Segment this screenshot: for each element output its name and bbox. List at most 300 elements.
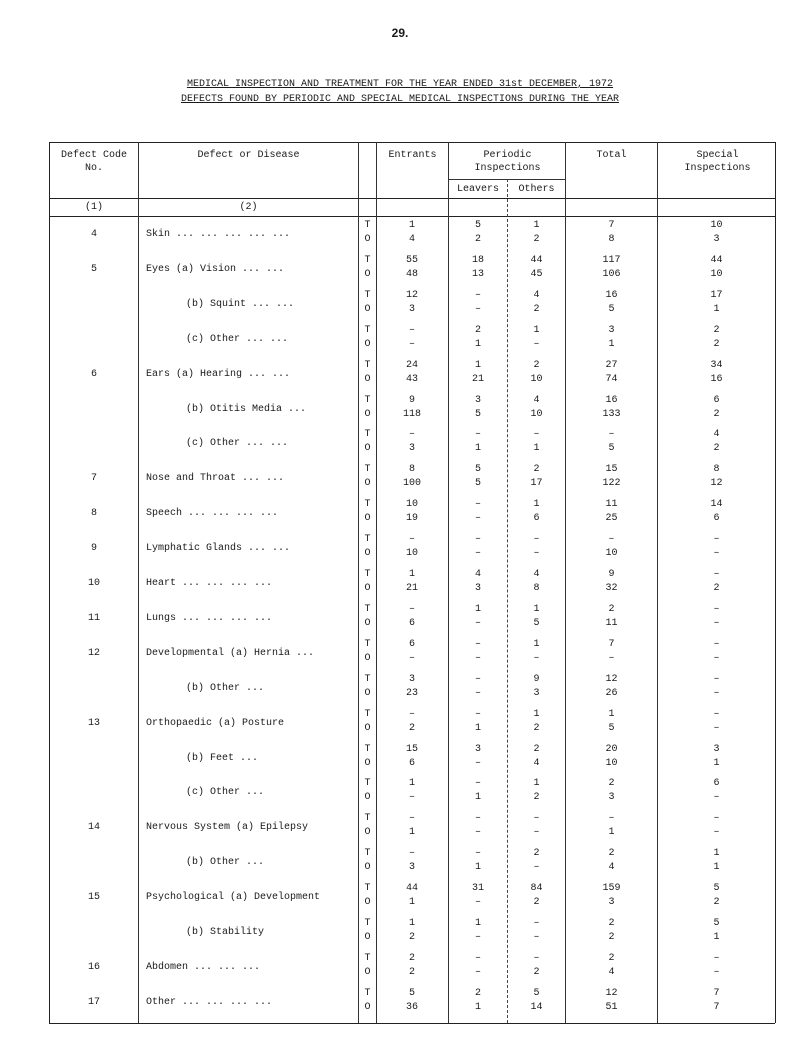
value-o: 122 [602,478,621,490]
defect-label: Abdomen ... ... ... [146,961,261,973]
value-o: 100 [402,478,421,490]
row-type-o: O [364,478,371,490]
value-t: 159 [602,883,621,895]
row-type-t: T [364,918,371,929]
row-type-o: O [364,932,371,943]
value-t: 9 [408,394,415,406]
value-o: – [408,792,415,804]
defect-code: 14 [87,822,100,834]
value-o: – [474,652,481,664]
value-o: – [533,548,540,560]
header-periodic-inspections: Periodic Inspections [474,150,541,174]
value-o: 10 [605,548,618,560]
value-t: – [474,848,481,860]
row-type-t: T [364,778,371,790]
defect-label: (b) Other ... [186,857,265,869]
row-type-o: O [364,303,371,315]
value-o: 10 [605,757,618,769]
value-o: – [474,932,481,943]
value-o: – [533,652,540,664]
value-o: 2 [408,722,415,734]
value-t: – [474,289,481,301]
value-t: 10 [405,499,418,511]
value-t: – [474,429,481,441]
value-t: 4 [474,569,481,580]
value-o: 10 [710,268,723,280]
value-o: 3 [713,234,720,245]
value-t: 2 [608,603,615,615]
value-t: – [408,848,415,860]
value-o: – [533,338,540,350]
value-o: 10 [530,373,543,385]
value-t: 6 [713,394,720,406]
row-type-t: T [364,708,371,720]
defect-label: Orthopaedic (a) Posture [146,717,285,729]
value-t: – [474,778,481,790]
header-others: Others [518,184,555,195]
value-t: 2 [408,952,415,964]
value-o: 2 [533,966,540,978]
defect-label: Other ... ... ... ... [146,996,273,1008]
defect-label: (b) Other ... [186,682,265,694]
row-type-t: T [364,987,371,999]
defect-label: Speech ... ... ... ... [146,508,279,520]
defect-label: Lungs ... ... ... ... [146,612,273,624]
value-t: – [713,708,720,720]
value-t: – [408,603,415,615]
value-t: 15 [405,743,418,755]
value-t: 20 [605,743,618,755]
value-o: 16 [710,373,723,385]
value-o: 21 [471,373,484,385]
row-type-o: O [364,373,371,385]
row-type-o: O [364,687,371,699]
row-type-o: O [364,443,371,455]
row-type-o: O [364,897,371,909]
value-t: 6 [408,638,415,650]
value-t: 9 [533,673,540,685]
value-o: 2 [533,722,540,734]
value-t: – [608,534,615,546]
value-t: 16 [605,289,618,301]
value-t: – [474,499,481,511]
defect-label: Psychological (a) Development [146,892,321,904]
value-o: 32 [605,583,618,594]
value-o: – [713,548,720,560]
value-t: 7 [608,220,615,231]
value-t: 44 [530,254,543,266]
value-t: 8 [713,464,720,476]
header-special-inspections: Special Inspections [684,150,751,174]
header-defect-code: Defect Code No. [60,150,127,174]
defect-label: (b) Squint ... ... [186,298,295,310]
value-t: – [713,673,720,685]
value-o: 1 [474,338,481,350]
row-type-o: O [364,617,371,629]
row-type-t: T [364,464,371,476]
value-t: – [713,603,720,615]
value-t: 1 [474,918,481,929]
row-type-o: O [364,722,371,734]
value-o: 4 [533,757,540,769]
report-subtitle: DEFECTS FOUND BY PERIODIC AND SPECIAL MEDICAL INSPECTIONS DURING THE YEAR [180,94,620,105]
value-t: 11 [605,499,618,511]
value-t: – [408,324,415,336]
value-t: – [713,952,720,964]
value-t: 2 [533,464,540,476]
value-t: 2 [474,324,481,336]
value-t: – [474,952,481,964]
defect-label: Skin ... ... ... ... ... [146,229,291,240]
defect-code: 6 [90,368,97,380]
value-o: – [713,966,720,978]
value-t: 12 [405,289,418,301]
value-t: 17 [710,289,723,301]
value-t: 6 [713,778,720,790]
value-t: 2 [608,918,615,929]
header-leavers: Leavers [456,184,499,195]
defect-code: 10 [87,578,100,589]
value-t: 2 [533,743,540,755]
row-type-o: O [364,338,371,350]
value-o: – [713,617,720,629]
defect-code: 13 [87,717,100,729]
row-type-t: T [364,603,371,615]
value-o: – [474,966,481,978]
value-t: 1 [408,918,415,929]
value-t: 2 [713,324,720,336]
value-o: – [533,827,540,839]
value-o: 5 [533,617,540,629]
report-title: MEDICAL INSPECTION AND TREATMENT FOR THE YEAR ENDED 31st DECEMBER, 1972 [186,79,614,90]
value-t: 1 [533,220,540,231]
value-t: – [533,534,540,546]
value-t: 2 [608,848,615,860]
row-type-o: O [364,583,371,594]
value-t: 5 [474,464,481,476]
row-type-t: T [364,952,371,964]
defect-label: (b) Otitis Media ... [186,403,307,415]
value-o: 6 [408,757,415,769]
value-o: 2 [408,932,415,943]
header-col-2: (2) [239,202,258,213]
value-o: 21 [405,583,418,594]
row-type-o: O [364,1001,371,1013]
defect-label: Nose and Throat ... ... [146,473,285,485]
value-o: – [474,548,481,560]
value-t: 1 [713,848,720,860]
value-o: 1 [474,792,481,804]
value-t: – [408,534,415,546]
value-t: – [608,429,615,441]
value-t: 1 [474,603,481,615]
value-o: 1 [713,757,720,769]
value-t: 5 [533,987,540,999]
row-type-o: O [364,792,371,804]
value-o: 4 [608,862,615,874]
value-t: 3 [474,394,481,406]
value-o: 2 [713,583,720,594]
row-type-t: T [364,254,371,266]
defect-code: 9 [90,543,97,555]
value-o: 1 [408,827,415,839]
row-type-t: T [364,813,371,825]
value-t: – [408,429,415,441]
value-t: 16 [605,394,618,406]
value-o: 1 [713,932,720,943]
value-o: 2 [533,792,540,804]
value-t: 1 [533,603,540,615]
value-o: – [533,862,540,874]
value-o: 3 [533,687,540,699]
value-o: 1 [533,443,540,455]
defect-label: Heart ... ... ... ... [146,578,273,589]
value-o: – [474,687,481,699]
value-o: 17 [530,478,543,490]
value-t: – [533,429,540,441]
value-t: 7 [713,987,720,999]
value-o: 7 [713,1001,720,1013]
value-o: 1 [408,897,415,909]
value-o: 12 [710,478,723,490]
value-o: 23 [405,687,418,699]
value-o: 1 [608,338,615,350]
value-t: 12 [605,987,618,999]
defect-label: Nervous System (a) Epilepsy [146,822,309,834]
value-o: – [713,827,720,839]
defect-label: Eyes (a) Vision ... ... [146,263,285,275]
value-t: 3 [713,743,720,755]
value-t: 5 [474,220,481,231]
value-t: 4 [533,289,540,301]
value-o: 6 [408,617,415,629]
value-t: 2 [533,848,540,860]
value-t: 3 [474,743,481,755]
row-type-o: O [364,408,371,420]
value-o: 13 [471,268,484,280]
value-o: 3 [408,862,415,874]
value-t: 44 [405,883,418,895]
value-t: – [533,918,540,929]
defect-label: Developmental (a) Hernia ... [146,647,315,659]
value-o: 1 [474,722,481,734]
value-o: 5 [608,303,615,315]
value-t: 4 [533,394,540,406]
row-type-o: O [364,548,371,560]
value-o: 36 [405,1001,418,1013]
value-o: 2 [533,303,540,315]
value-o: 8 [533,583,540,594]
value-o: – [474,617,481,629]
row-type-t: T [364,638,371,650]
value-o: 4 [408,234,415,245]
defect-code: 4 [90,229,97,240]
value-o: 2 [533,234,540,245]
value-o: 5 [474,478,481,490]
value-t: 1 [474,359,481,371]
value-o: 106 [602,268,621,280]
value-t: 117 [602,254,621,266]
value-o: 8 [608,234,615,245]
value-t: 7 [608,638,615,650]
value-t: 1 [533,499,540,511]
row-type-t: T [364,289,371,301]
value-o: 25 [605,513,618,525]
defect-label: (b) Feet ... [186,752,259,764]
value-t: 55 [405,254,418,266]
value-t: 12 [605,673,618,685]
value-o: 2 [408,966,415,978]
value-t: – [713,813,720,825]
value-o: 43 [405,373,418,385]
value-t: 4 [533,569,540,580]
value-t: 10 [710,220,723,231]
value-o: 14 [530,1001,543,1013]
value-t: 1 [408,220,415,231]
row-type-o: O [364,513,371,525]
value-t: 1 [408,778,415,790]
defect-code: 15 [87,892,100,904]
value-o: 2 [533,897,540,909]
value-o: – [713,687,720,699]
value-o: 118 [402,408,421,420]
value-o: 48 [405,268,418,280]
value-t: 18 [471,254,484,266]
value-t: 1 [408,569,415,580]
value-o: 2 [474,234,481,245]
value-t: 34 [710,359,723,371]
row-type-t: T [364,534,371,546]
row-type-t: T [364,743,371,755]
value-o: 133 [602,408,621,420]
row-type-t: T [364,220,371,231]
value-o: 1 [608,827,615,839]
row-type-t: T [364,394,371,406]
value-t: 5 [408,987,415,999]
value-o: 1 [713,303,720,315]
value-o: 3 [608,792,615,804]
row-type-o: O [364,268,371,280]
value-o: – [533,932,540,943]
defect-code: 16 [87,961,100,973]
value-t: 2 [608,778,615,790]
value-t: – [474,813,481,825]
value-t: – [713,534,720,546]
value-t: 1 [533,324,540,336]
value-t: 8 [408,464,415,476]
header-entrants: Entrants [388,150,437,161]
row-type-t: T [364,429,371,441]
value-t: – [474,534,481,546]
defect-label: (c) Other ... ... [186,438,289,450]
header-col-1: (1) [84,202,103,213]
value-o: 10 [405,548,418,560]
value-o: 19 [405,513,418,525]
row-type-t: T [364,359,371,371]
value-o: 2 [713,443,720,455]
defect-code: 8 [90,508,97,520]
value-o: 1 [474,1001,481,1013]
value-o: – [474,303,481,315]
value-o: 6 [533,513,540,525]
value-o: – [713,722,720,734]
value-o: – [713,792,720,804]
value-t: 31 [471,883,484,895]
value-t: 1 [533,638,540,650]
row-type-o: O [364,757,371,769]
value-t: – [474,673,481,685]
value-t: 5 [713,883,720,895]
value-o: – [474,513,481,525]
value-o: – [608,652,615,664]
value-t: – [533,813,540,825]
value-o: 26 [605,687,618,699]
defect-code: 12 [87,647,100,659]
value-t: 84 [530,883,543,895]
value-t: 15 [605,464,618,476]
header-defect-or-disease: Defect or Disease [197,150,300,161]
value-o: 5 [608,722,615,734]
value-o: 2 [713,408,720,420]
value-o: 10 [530,408,543,420]
value-t: 4 [713,429,720,441]
value-o: 3 [474,583,481,594]
defect-label: (c) Other ... ... [186,333,289,345]
value-o: 74 [605,373,618,385]
defect-label: Ears (a) Hearing ... ... [146,368,291,380]
value-t: 27 [605,359,618,371]
value-o: 1 [713,862,720,874]
value-t: 44 [710,254,723,266]
row-type-t: T [364,324,371,336]
value-t: 5 [713,918,720,929]
defect-label: (c) Other ... [186,787,265,799]
value-o: 5 [474,408,481,420]
value-t: 24 [405,359,418,371]
page-number: 29. [391,26,409,40]
value-o: 51 [605,1001,618,1013]
value-t: – [533,952,540,964]
value-o: 11 [605,617,618,629]
value-o: – [408,652,415,664]
value-t: – [408,708,415,720]
row-type-o: O [364,234,371,245]
row-type-t: T [364,499,371,511]
value-o: 4 [608,966,615,978]
value-t: – [713,638,720,650]
row-type-t: T [364,673,371,685]
row-type-o: O [364,652,371,664]
value-o: – [474,827,481,839]
defect-code: 7 [90,473,97,485]
value-t: – [608,813,615,825]
value-o: 1 [474,862,481,874]
row-type-t: T [364,848,371,860]
value-t: 2 [474,987,481,999]
value-o: – [474,897,481,909]
value-t: 9 [608,569,615,580]
value-o: 6 [713,513,720,525]
defect-code: 11 [87,612,100,624]
value-t: 3 [408,673,415,685]
value-t: 3 [608,324,615,336]
row-type-o: O [364,827,371,839]
value-o: 3 [608,897,615,909]
value-o: 2 [608,932,615,943]
value-o: 1 [474,443,481,455]
row-type-t: T [364,569,371,580]
value-o: – [713,652,720,664]
